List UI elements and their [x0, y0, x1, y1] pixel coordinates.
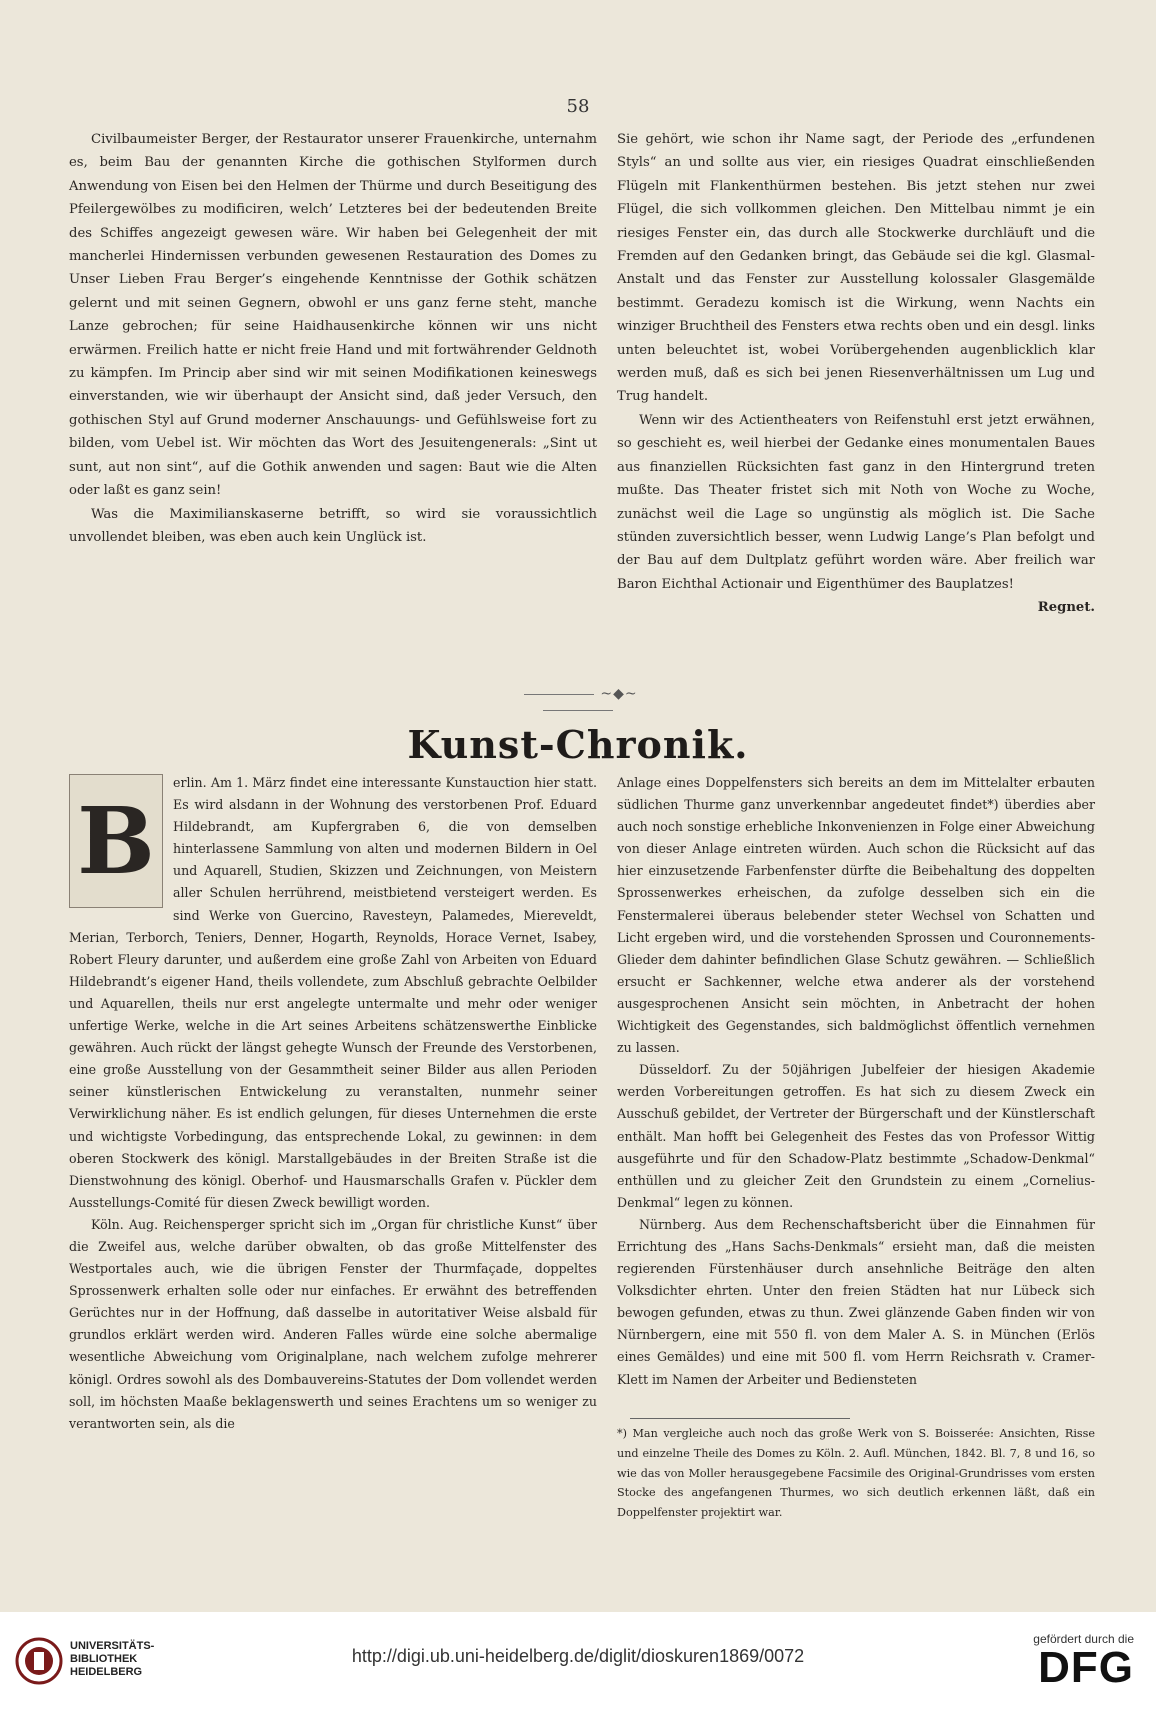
paragraph: Wenn wir des Actientheaters von Reifenstuhl erst jetzt erwähnen, so geschieht es, weil hierbei der Gedanke eines monumentalen Baues aus finanziellen Rücksichten fast ganz in den Hintergrund treten mußte. Das Theater fristet sich mit Noth von Woche zu Woche, zunächst weil die Lage so ungünstig als möglich ist. Die Sache stünden zuversichtlich besser, wenn Ludwig Lange’s Plan befolgt und der Bau auf dem Dultplatz geführt worden wäre. Aber freilich war Baron Eichthal Actionair und Eigenthümer des Bauplatzes! — [617, 412, 1095, 592]
section-title: Kunst-Chronik. — [407, 722, 749, 767]
funded-by-label: gefördert durch die — [1033, 1632, 1134, 1646]
paragraph: Sie gehört, wie schon ihr Name sagt, der Periode des „erfundenen Styls“ an und sollte aus vier, ein riesiges Quadrat einschließenden Flügeln mit Flankenthürmen bestehen. Bis jetzt stehen nur zwei Flügel, die sich vollkommen gleichen. Den Mittelbau nimmt je ein riesiges Fenster ein, das durch alle Stockwerke durchläuft und die Fremden auf den Gedanken bringt, das Gebäude sei die kgl. Glasmal-Anstalt und das Fenster zur Ausstellung kolossaler Glasgemälde bestimmt. Geradezu komisch ist die Wirkung, wenn Nachts ein winziger Bruchtheil des Fensters etwa rechts oben und ein desgl. links unten beleuchtet ist, wobei Vorübergehenden augenblicklich klar werden muß, daß es sich bei jenen Riesenverhältnissen um Lug und Trug handelt. — [617, 132, 1095, 405]
dfg-logo — [974, 1632, 1134, 1690]
bottom-right-column — [617, 772, 1095, 1391]
digitization-footer — [0, 1612, 1156, 1726]
top-left-column — [69, 128, 597, 549]
paragraph: Civilbaumeister Berger, der Restaurator unserer Frauenkirche, unternahm es, beim Bau der genannten Kirche die gothischen Stylformen durch Anwendung von Eisen bei den Helmen der Thürme und durch Beseitigung des Pfeilergewölbes zu modificiren, welch’ Letzteres bei der bedeutenden Breite des Schiffes angezeigt gewesen wäre. Wir haben bei Gelegenheit der mit mancherlei Hindernissen verbunden gewesenen Restauration des Domes zu Unser Lieben Frau Berger’s eingehende Kenntnisse der Gothik schätzen gelernt und mit seinen Gegnern, obwohl er uns ganz ferne steht, manche Lanze gebrochen; für seine Haidhausenkirche können wir uns nicht erwärmen. Freilich hatte er nicht freie Hand und mit fortwährender Geldnoth zu kämpfen. Im Princip aber sind wir mit seinen Modifikationen keineswegs einverstanden, wie wir überhaupt der Ansicht sind, daß jeder Versuch, den gothischen Styl auf Grund moderner Anschauungs- und Gefühlsweise fort zu bilden, vom Uebel ist. Wir möchten das Wort des Jesuitengenerals: „Sint ut sunt, aut non sint“, auf die Gothik anwenden und sagen: Baut wie die Alten oder laßt es ganz sein! — [69, 132, 597, 499]
source-url-link[interactable]: http://digi.ub.uni-heidelberg.de/diglit/dioskuren1869/0072 — [351, 1646, 805, 1666]
paragraph-berlin: erlin. Am 1. März findet eine interessante Kunstauction hier statt. Es wird alsdann in der Wohnung des verstorbenen Prof. Eduard Hildebrandt, am Kupfergraben 6, die von demselben hinterlassene Sammlung von alten und modernen Bildern in Oel und Aquarell, Studien, Skizzen und Zeichnungen, von Meistern aller Schulen herrührend, meistbietend versteigert werden. Es sind Werke von Guercino, Ravesteyn, Palamedes, Miereveldt, Merian, Terborch, Teniers, Denner, Hogarth, Reynolds, Horace Vernet, Isabey, Robert Fleury darunter, und außerdem eine große Zahl von Arbeiten von Eduard Hildebrandt’s eigener Hand, theils vollendete, zum Abschluß gebrachte Oelbilder und Aquarellen, theils nur erst angelegte untermalte und mehr oder weniger unfertige Werke, welche in die Art seines Arbeitens schätzenswerthe Einblicke gewähren. Auch rückt der längst gehegte Wunsch der Freunde des Verstorbenen, eine große Ausstellung von der Gesammtheit seiner Bilder aus allen Perioden seiner künstlerischen Entwickelung zu veranstalten, nunmehr seiner Verwirklichung näher. Es ist endlich gelungen, für dieses Unternehmen die erste und wichtigste Vorbedingung, das entsprechende Lokal, zu gewinnen: in dem oberen Stockwerk des königl. Marstallgebäudes in der Breiten Straße ist die Dienstwohnung des königl. Oberhof- und Hausmarschalls Grafen v. Pückler dem Ausstellungs-Comité für diesen Zweck bewilligt worden. — [69, 775, 597, 1210]
paragraph: Anlage eines Doppelfensters sich bereits an dem im Mittelalter erbauten südlichen Thurme ganz unverkennbar angedeutet findet*) überdies aber auch noch sonstige erhebliche Inkonvenienzen in Folge einer Abweichung von dieser Anlage eintreten würden. Auch schon die Rücksicht auf das hier einzusetzende Farbenfenster dürfte die Beibehaltung des doppelten Sprossenwerkes erheischen, da zufolge desselben sich ein die Fenstermalerei überaus belebender steter Wechsel von Schatten und Licht ergeben wird, und die vorstehenden Sprossen und Couronnements-Glieder dem dahinter befindlichen Glase Schutz gewähren. — Schließlich ersucht er Sachkenner, welche etwa anderer als der vorstehend ausgesprochenen Ansicht sein möchten, in Anbetracht der hohen Wichtigkeit des Gegenstandes, sich baldmöglichst öffentlich vernehmen zu lassen. — [617, 775, 1095, 1056]
top-right-column — [617, 128, 1095, 620]
page-number: 58 — [566, 96, 590, 117]
footnote-rule — [630, 1418, 850, 1419]
paragraph: Was die Maximilianskaserne betrifft, so wird sie voraussichtlich unvollendet bleiben, was eben auch kein Unglück ist. — [69, 506, 597, 545]
dropcap-initial: B — [69, 774, 163, 908]
author-signature: Regnet. — [1037, 600, 1095, 616]
bottom-left-column — [69, 772, 597, 1435]
footnote: *) Man vergleiche auch noch das große Werk von S. Boisserée: Ansichten, Risse und einzelne Theile des Domes zu Köln. 2. Aufl. München, 1842. Bl. 7, 8 und 16, so wie das von Moller herausgegebene Facsimile des Original-Grundrisses vom ersten Stocke des angefangenen Thurmes, wo sich deutlich erkennen läßt, daß ein Doppelfenster projektirt war. — [617, 1427, 1095, 1520]
ornament-divider: ~◆~ — [478, 686, 678, 718]
dfg-wordmark: DFG — [1038, 1643, 1134, 1692]
library-name: UNIVERSITÄTS- BIBLIOTHEK HEIDELBERG — [70, 1640, 155, 1678]
paragraph-duesseldorf: Düsseldorf. Zu der 50jährigen Jubelfeier der hiesigen Akademie werden Vorbereitungen getroffen. Es hat sich zu diesem Zweck ein Ausschuß gebildet, der Vertreter der Bürgerschaft und der Künstlerschaft enthält. Man hofft bei Gelegenheit des Festes das von Professor Wittig ausgeführte und für den Schadow-Platz bestimmte „Schadow-Denkmal“ enthüllen und zu gleicher Zeit den Grundstein zu einem „Cornelius-Denkmal“ legen zu können. — [617, 1062, 1095, 1210]
paragraph-nuernberg: Nürnberg. Aus dem Rechenschaftsbericht über die Einnahmen für Errichtung des „Hans Sachs-Denkmals“ ersieht man, daß die meisten regierenden Fürstenhäuser durch ansehnliche Beiträge den alten Volksdichter ehrten. Unter den freien Städten hat nur Lübeck sich bewogen gefunden, etwas zu thun. Zwei glänzende Gaben finden wir von Nürnbergern, eine mit 550 fl. von dem Maler A. S. in München (Erlös eines Gemäldes) und eine mit 500 fl. vom Herrn Reichsrath v. Cramer-Klett im Namen der Arbeiter und Bediensteten — [617, 1216, 1095, 1387]
paragraph-koeln: Köln. Aug. Reichensperger spricht sich im „Organ für christliche Kunst“ über die Zweifel aus, welche darüber obwalten, ob das große Mittelfenster des Westportales auch, wie die übrigen Fenster der Thurmfaçade, doppeltes Sprossenwerk erhalten solle oder nur einfaches. Er erwähnt des betreffenden Gerüchtes nur in der Hoffnung, daß dasselbe in autoritativer Weise alsbald für grundlos erklärt werden wird. Anderen Falles würde eine solche abermalige wesentliche Abweichung vom Originalplane, nach welchem zufolge mehrerer königl. Ordres sowohl als des Dombauvereins-Statutes der Dom vollendet werden soll, im höchsten Maaße beklagenswerth und seines Erachtens um so weniger zu verantworten sein, als die — [69, 1216, 597, 1431]
